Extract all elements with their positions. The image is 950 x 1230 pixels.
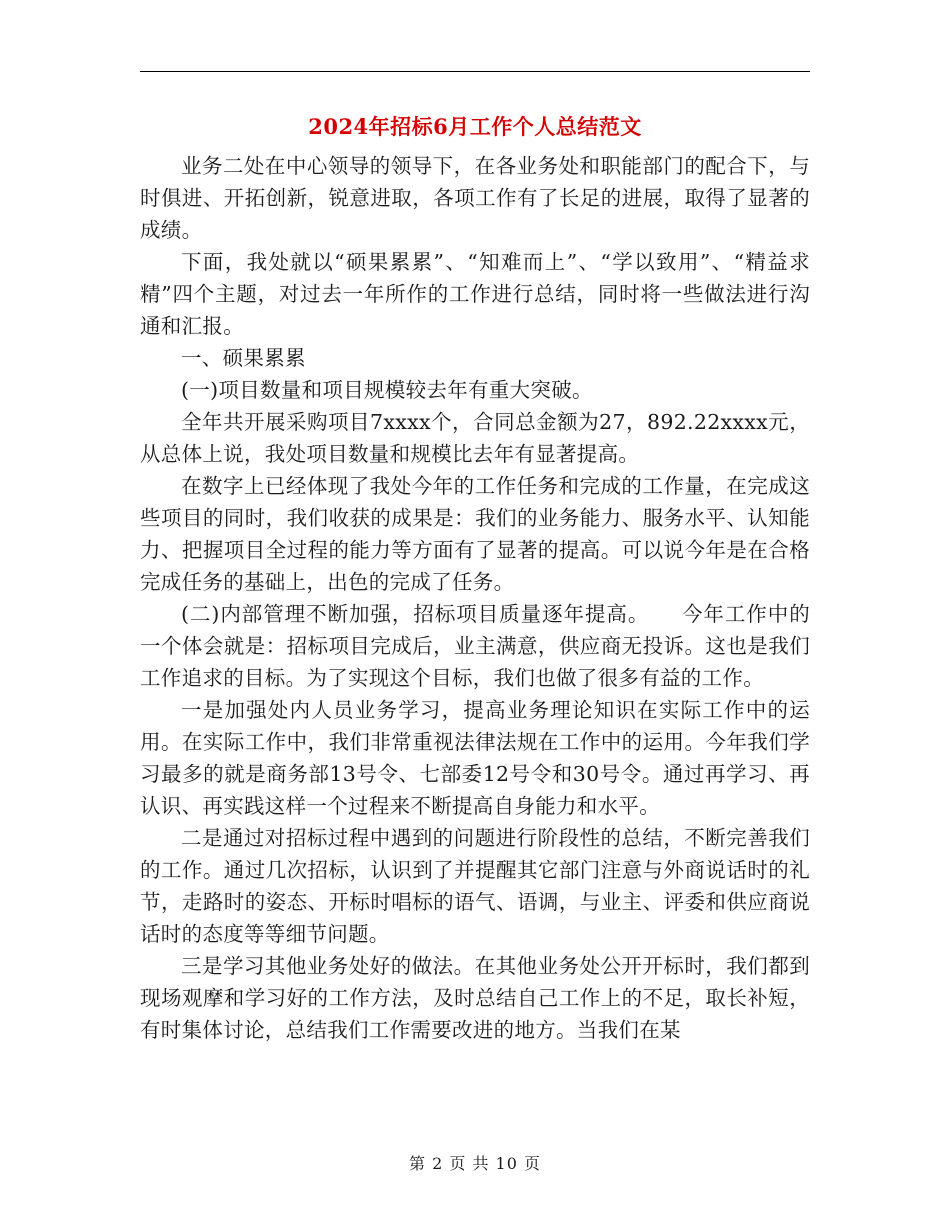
- paragraph: 一是加强处内人员业务学习，提高业务理论知识在实际工作中的运用。在实际工作中，我们非常重视法律法规在工作中的运用。今年我们学习最多的就是商务部13号令、七部委12号令和30号令。通过再学习、再认识、再实践这样一个过程来不断提高自身能力和水平。: [140, 698, 810, 818]
- paragraph: 全年共开展采购项目7xxxx个，合同总金额为27，892.22xxxx元，从总体上说，我处项目数量和规模比去年有显著提高。: [140, 410, 810, 466]
- paragraph: (二)内部管理不断加强，招标项目质量逐年提高。 今年工作中的一个体会就是：招标项目完成后，业主满意，供应商无投诉。这也是我们工作追求的目标。为了实现这个目标，我们也做了很多有益的工作。: [140, 602, 810, 690]
- document-body: [140, 150, 810, 1046]
- header-rule: [140, 71, 810, 72]
- page-number-footer: 第 2 页 共 10 页: [409, 1154, 541, 1173]
- subsection-heading: (一)项目数量和项目规模较去年有重大突破。: [181, 378, 593, 402]
- paragraph: 在数字上已经体现了我处今年的工作任务和完成的工作量，在完成这些项目的同时，我们收获的成果是：我们的业务能力、服务水平、认知能力、把握项目全过程的能力等方面有了显著的提高。可以说今年是在合格完成任务的基础上，出色的完成了任务。: [140, 474, 810, 594]
- section-heading: 一、硕果累累: [181, 346, 306, 370]
- paragraph: 二是通过对招标过程中遇到的问题进行阶段性的总结，不断完善我们的工作。通过几次招标，认识到了并提醒其它部门注意与外商说话时的礼节，走路时的姿态、开标时唱标的语气、语调，与业主、评委和供应商说话时的态度等等细节问题。: [140, 826, 810, 946]
- document-title: 2024年招标6月工作个人总结范文: [308, 114, 642, 139]
- paragraph: 三是学习其他业务处好的做法。在其他业务处公开开标时，我们都到现场观摩和学习好的工作方法，及时总结自己工作上的不足，取长补短，有时集体讨论，总结我们工作需要改进的地方。当我们在某: [140, 954, 810, 1042]
- paragraph: 业务二处在中心领导的领导下，在各业务处和职能部门的配合下，与时俱进、开拓创新，锐意进取，各项工作有了长足的进展，取得了显著的成绩。: [140, 154, 810, 242]
- paragraph: 下面，我处就以“硕果累累”、“知难而上”、“学以致用”、“精益求精”四个主题，对过去一年所作的工作进行总结，同时将一些做法进行沟通和汇报。: [140, 250, 810, 338]
